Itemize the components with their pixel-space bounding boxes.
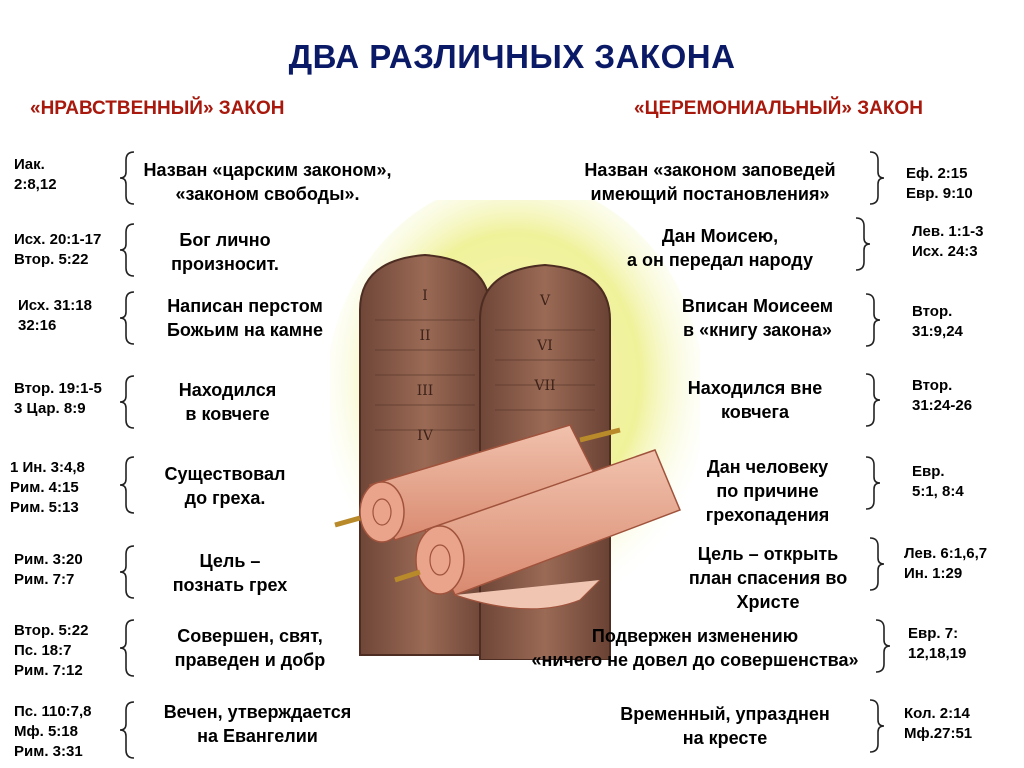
brace-left-2 <box>118 222 138 278</box>
ceremonial-text-5: Дан человеку по причине грехопадения <box>705 457 830 525</box>
ceremonial-ref-3: Втор. 31:9,24 <box>912 303 963 340</box>
moral-text-7: Совершен, свят, праведен и добр <box>174 626 326 670</box>
moral-ref-2: Исх. 20:1-17 Втор. 5:22 <box>14 231 102 268</box>
brace-left-8 <box>118 700 138 760</box>
ceremonial-text-3: Вписан Моисеем в «книгу закона» <box>681 296 834 340</box>
brace-left-3 <box>118 290 138 346</box>
page-title: ДВА РАЗЛИЧНЫХ ЗАКОНА <box>288 38 736 75</box>
ceremonial-law-heading: «ЦЕРЕМОНИАЛЬНЫЙ» ЗАКОН <box>634 98 923 119</box>
ceremonial-text-4: Находился вне ковчега <box>687 378 823 422</box>
moral-text-6: Цель – познать грех <box>172 551 288 595</box>
tablet-numeral-1: I <box>422 288 428 304</box>
moral-ref-3: Исх. 31:18 32:16 <box>18 297 92 334</box>
tablet-numeral-2: II <box>419 328 431 344</box>
tablet-numeral-6: VI <box>537 338 553 354</box>
brace-left-6 <box>118 544 138 600</box>
ceremonial-text-6: Цель – открыть план спасения во Христе <box>688 544 848 612</box>
tablet-numeral-5: V <box>539 293 551 309</box>
ceremonial-ref-6: Лев. 6:1,6,7 Ин. 1:29 <box>904 545 988 582</box>
moral-text-2: Бог лично произносит. <box>171 230 279 274</box>
ceremonial-ref-1: Еф. 2:15 Евр. 9:10 <box>906 165 973 202</box>
ceremonial-text-7: Подвержен изменению «ничего не довел до совершенства» <box>531 626 859 670</box>
ceremonial-text-8: Временный, упразднен на кресте <box>620 704 830 748</box>
moral-text-8: Вечен, утверждается на Евангелии <box>163 702 352 746</box>
ceremonial-ref-7: Евр. 7: 12,18,19 <box>908 625 967 662</box>
brace-right-7 <box>872 618 892 674</box>
moral-ref-5: 1 Ин. 3:4,8 Рим. 4:15 Рим. 5:13 <box>10 459 85 516</box>
brace-right-2 <box>852 216 872 272</box>
tablet-numeral-4: IV <box>417 428 433 444</box>
brace-right-5 <box>862 455 882 511</box>
moral-text-3: Написан перстом Божьим на камне <box>166 296 323 340</box>
moral-ref-4: Втор. 19:1-5 3 Цар. 8:9 <box>14 380 102 417</box>
tablet-numeral-7: VII <box>534 378 556 394</box>
ceremonial-ref-4: Втор. 31:24-26 <box>912 377 973 414</box>
brace-left-7 <box>118 618 138 678</box>
moral-ref-7: Втор. 5:22 Пс. 18:7 Рим. 7:12 <box>14 622 89 679</box>
moral-text-4: Находился в ковчеге <box>178 380 277 424</box>
brace-left-1 <box>118 150 138 206</box>
tablet-numeral-3: III <box>416 383 434 399</box>
ceremonial-ref-8: Кол. 2:14 Мф.27:51 <box>904 705 973 742</box>
brace-right-8 <box>866 698 886 754</box>
brace-right-1 <box>866 150 886 206</box>
brace-left-5 <box>118 455 138 515</box>
brace-left-4 <box>118 374 138 430</box>
moral-ref-8: Пс. 110:7,8 Мф. 5:18 Рим. 3:31 <box>14 703 92 760</box>
moral-text-5: Существовал до греха. <box>164 464 286 508</box>
brace-right-6 <box>866 536 886 592</box>
ceremonial-ref-2: Лев. 1:1-3 Исх. 24:3 <box>912 223 984 260</box>
moral-ref-1: Иак. 2:8,12 <box>14 156 57 193</box>
ceremonial-text-1: Назван «законом заповедей имеющий постановления» <box>584 160 836 204</box>
ceremonial-ref-5: Евр. 5:1, 8:4 <box>912 463 964 500</box>
brace-right-3 <box>862 292 882 348</box>
ceremonial-text-2: Дан Моисею, а он передал народу <box>627 226 813 270</box>
moral-law-heading: «НРАВСТВЕННЫЙ» ЗАКОН <box>30 98 285 119</box>
moral-text-1: Назван «царским законом», «законом свободы». <box>143 160 392 204</box>
brace-right-4 <box>862 372 882 428</box>
moral-ref-6: Рим. 3:20 Рим. 7:7 <box>14 551 83 588</box>
